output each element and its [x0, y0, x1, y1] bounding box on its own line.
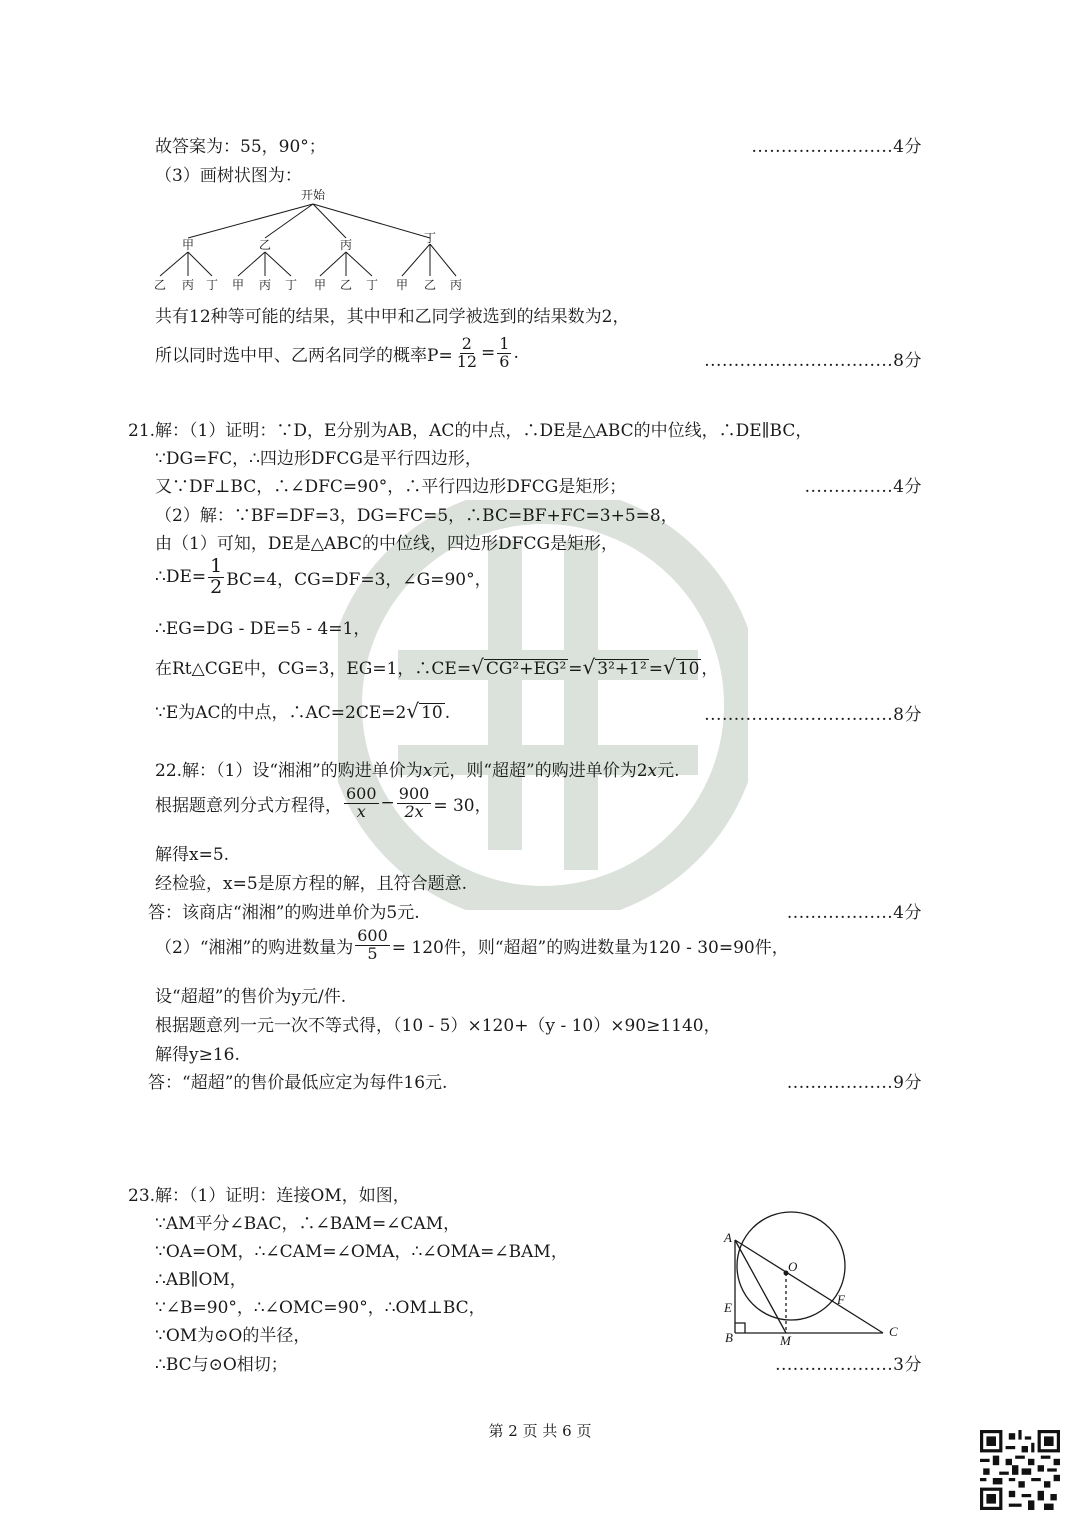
q22-line-4: 经检验，x=5是原方程的解，且符合题意.	[155, 874, 468, 894]
q22-line-7: 设“超超”的售价为y元/件.	[155, 987, 347, 1007]
sqrt-symbol: √	[663, 655, 676, 679]
period: .	[444, 703, 451, 723]
label-e: E	[724, 1300, 732, 1315]
q23-score-1: ....................3分	[775, 1355, 922, 1375]
q20-probability-line	[155, 336, 519, 371]
q20-tree-intro: （3）画树状图为：	[155, 166, 302, 186]
q21-line-8	[155, 654, 718, 679]
q22-l6-prefix: （2）“湘湘”的购进数量为	[155, 937, 354, 958]
tree-node: 丁	[423, 231, 437, 245]
ce-prefix: 在Rt△CGE中，CG=3，EG=1，∴CE=	[155, 659, 472, 679]
qr-code-icon	[980, 1430, 1060, 1510]
tree-node: 甲	[181, 238, 195, 252]
q21-line-5: 由（1）可知，DE是△ABC的中位线，四边形DFCG是矩形，	[155, 534, 619, 554]
tree-leaf: 甲	[231, 278, 245, 292]
eq: =	[568, 659, 583, 679]
q20-answer-line: 故答案为：55，90°；	[155, 137, 326, 157]
frac-num: 2	[461, 334, 472, 353]
q22-l2-suffix: = 30，	[433, 795, 492, 816]
q22-line-8: 根据题意列一元一次不等式得，（10 - 5）×120+（y - 10）×90≥1140，	[155, 1016, 721, 1036]
fraction-600-x	[344, 786, 379, 821]
q23-line-4: ∴AB∥OM，	[155, 1270, 247, 1290]
tree-node: 丙	[339, 238, 353, 252]
sqrt-symbol: √	[471, 655, 484, 679]
q22-l2-prefix: 根据题意列分式方程得，	[155, 795, 342, 816]
q21-line-9	[155, 698, 450, 723]
q23-line-7: ∴BC与⊙O相切；	[155, 1355, 288, 1375]
var-x: x	[647, 761, 658, 781]
q22-score-1: ..................4分	[786, 903, 922, 923]
sqrt-radicand: 10	[677, 659, 700, 679]
q22-line-10: 答：“超超”的售价最低应定为每件16元.	[148, 1073, 448, 1093]
q23-line-2: ∵AM平分∠BAC，∴∠BAM=∠CAM，	[155, 1214, 461, 1234]
q21-line-2: ∵DG=FC，∴四边形DFCG是平行四边形，	[155, 449, 482, 469]
comma: ，	[701, 659, 719, 679]
q23-line-3: ∵OA=OM，∴∠CAM=∠OMA，∴∠OMA=∠BAM，	[155, 1242, 568, 1262]
tree-leaf: 甲	[313, 278, 327, 292]
q22-line-5: 答：该商店“湘湘”的购进单价为5元.	[148, 903, 420, 923]
q20-answer-score: ........................4分	[751, 137, 922, 157]
tree-leaf: 丙	[181, 278, 195, 292]
tree-leaf: 甲	[395, 278, 409, 292]
frac-den: 2	[210, 575, 223, 598]
q20-prob-score: ................................8分	[704, 351, 922, 371]
sqrt-symbol: √	[582, 655, 596, 679]
probability-tree-diagram	[150, 186, 480, 294]
half-fraction	[208, 557, 224, 598]
label-b: B	[725, 1330, 733, 1345]
tree-leaf: 丙	[258, 278, 272, 292]
frac-num: 900	[398, 784, 430, 803]
prob-fraction-2	[497, 336, 511, 371]
fraction-600-5	[355, 928, 390, 963]
q23-line-1: 23.解：（1）证明：连接OM，如图，	[128, 1186, 410, 1206]
label-m: M	[780, 1333, 791, 1348]
de-suffix: BC=4，CG=DF=3，∠G=90°，	[226, 569, 492, 590]
q21-line-6	[155, 557, 492, 598]
q21-line-1: 21.解：（1）证明：∵D，E分别为AB，AC的中点，∴DE是△ABC的中位线，∴DE∥BC，	[128, 421, 813, 441]
q21-score-2: ................................8分	[704, 705, 922, 725]
fraction-900-2x	[397, 786, 432, 821]
prob-prefix: 所以同时选中甲、乙两名同学的概率P=	[155, 345, 453, 366]
frac-den: 5	[367, 943, 378, 963]
tree-leaf: 丙	[449, 278, 463, 292]
frac-num: 1	[210, 555, 223, 577]
label-a: A	[724, 1230, 732, 1245]
q23-line-6: ∵OM为⊙O的半径，	[155, 1326, 311, 1346]
q20-total-line: 共有12种等可能的结果，其中甲和乙同学被选到的结果数为2，	[155, 307, 630, 327]
tree-leaf: 乙	[339, 278, 353, 292]
tree-leaf: 丁	[284, 278, 298, 292]
eq: =	[648, 659, 664, 679]
q22-l1a: 22.解：（1）设“湘湘”的购进单价为	[155, 761, 423, 781]
q22-score-2: ..................9分	[786, 1073, 922, 1093]
q22-line-6	[155, 928, 789, 963]
tree-leaf: 乙	[153, 278, 167, 292]
tree-leaf: 丁	[365, 278, 379, 292]
frac-den: 6	[499, 351, 510, 371]
label-c: C	[889, 1324, 898, 1339]
minus: −	[380, 793, 395, 814]
sqrt-radicand: CG²+EG²	[485, 659, 567, 679]
circle-tangent-figure	[718, 1208, 908, 1348]
page-footer: 第 2 页 共 6 页	[488, 1422, 592, 1440]
q21-line-3: 又∵DF⊥BC，∴∠DFC=90°，∴平行四边形DFCG是矩形；	[155, 477, 627, 497]
ac-prefix: ∵E为AC的中点，∴AC=2CE=2	[155, 703, 407, 723]
frac-num: 600	[357, 926, 388, 945]
q22-line-1	[155, 756, 680, 781]
q22-l1b: 元，则“超超”的购进单价为2	[432, 761, 648, 781]
q22-line-9: 解得y≥16.	[155, 1045, 240, 1065]
label-f: F	[837, 1292, 845, 1307]
q21-score-1: ...............4分	[804, 477, 922, 497]
prob-fraction-1	[455, 336, 479, 371]
sqrt-radicand: 10	[421, 703, 443, 723]
q23-line-5: ∵∠B=90°，∴∠OMC=90°，∴OM⊥BC，	[155, 1298, 486, 1318]
prob-end: .	[513, 343, 519, 364]
sqrt-symbol: √	[406, 699, 420, 723]
label-o: O	[788, 1259, 798, 1274]
tree-root: 开始	[300, 188, 326, 202]
frac-den: 12	[456, 351, 478, 371]
frac-den: 2x	[404, 801, 424, 821]
frac-num: 1	[499, 334, 510, 353]
q22-l6-suffix: = 120件，则“超超”的购进数量为120 - 30=90件，	[391, 937, 789, 958]
tree-leaf: 乙	[423, 278, 437, 292]
q22-l1c: 元.	[657, 761, 680, 781]
tree-leaf: 丁	[205, 278, 219, 292]
tree-node: 乙	[258, 238, 272, 252]
var-x: x	[422, 761, 433, 781]
q21-line-4: （2）解：∵BF=DF=3，DG=FC=5，∴BC=BF+FC=3+5=8，	[155, 506, 678, 526]
frac-den: x	[356, 801, 366, 821]
q21-line-7: ∴EG=DG - DE=5 - 4=1，	[155, 619, 371, 639]
de-prefix: ∴DE=	[155, 567, 207, 588]
q22-line-3: 解得x=5.	[155, 845, 230, 865]
frac-num: 600	[346, 784, 377, 803]
sqrt-radicand: 3²+1²	[597, 659, 647, 679]
q22-line-2	[155, 786, 492, 821]
prob-eq: =	[481, 343, 496, 364]
